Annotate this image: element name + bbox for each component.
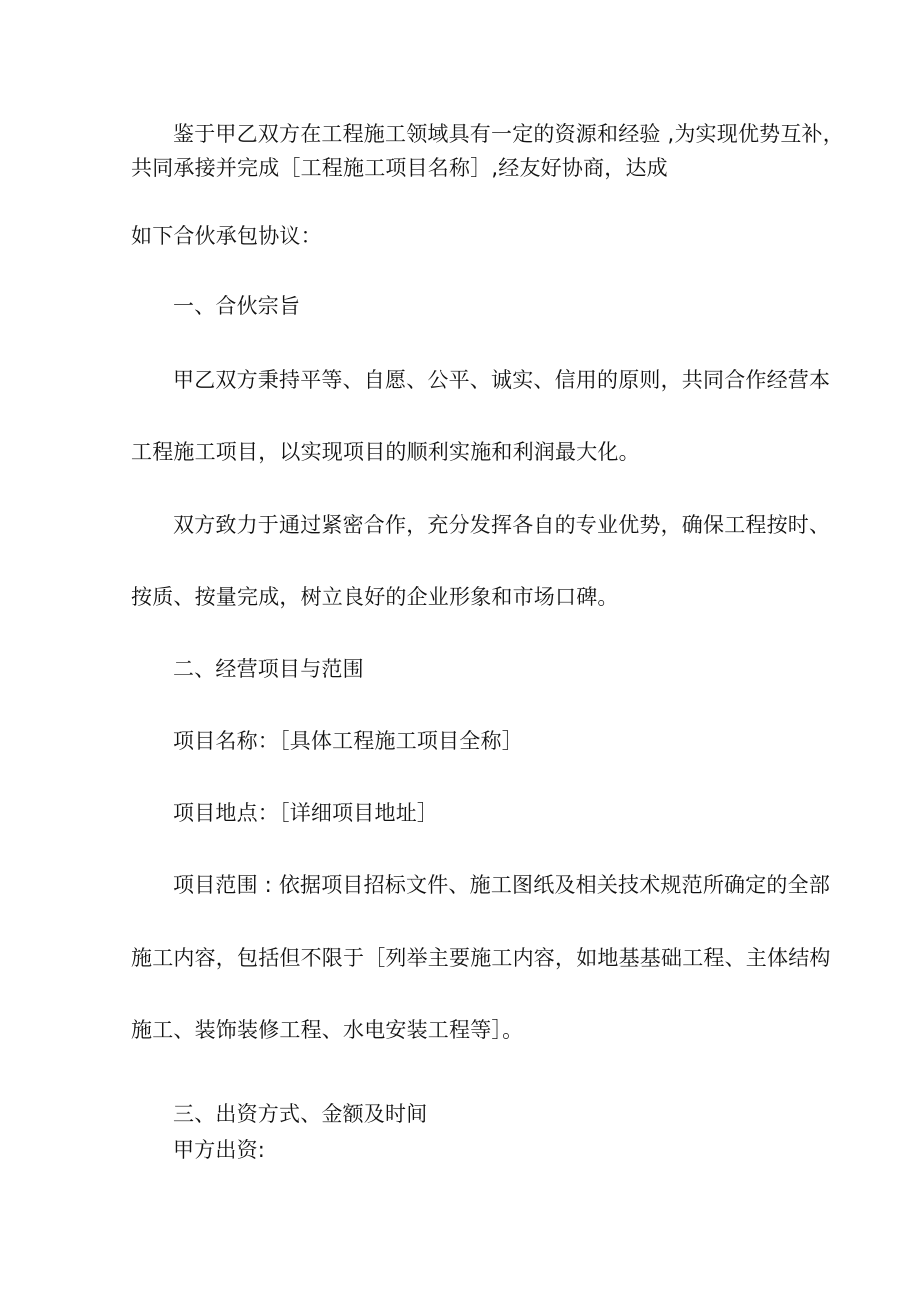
project-scope-line-1: 项目范围 : 依据项目招标文件、施工图纸及相关技术规范所确定的全部 xyxy=(173,873,831,897)
intro-paragraph-line-3: 如下合伙承包协议： xyxy=(131,224,322,248)
party-a-investment-label: 甲方出资: xyxy=(173,1138,266,1162)
intro-paragraph-line-2: 共同承接并完成［工程施工项目名称］,经友好协商，达成 xyxy=(131,156,668,180)
section-heading-investment: 三、出资方式、金额及时间 xyxy=(173,1102,428,1126)
purpose-paragraph-1-line-2: 工程施工项目，以实现项目的顺利实施和利润最大化。 xyxy=(131,440,640,464)
project-scope-line-3: 施工、装饰装修工程、水电安装工程等］。 xyxy=(131,1018,524,1042)
project-scope-line-2: 施工内容，包括但不限于［列举主要施工内容，如地基基础工程、主体结构 xyxy=(131,946,831,970)
intro-paragraph-line-1: 鉴于甲乙双方在工程施工领域具有一定的资源和经验 ,为实现优势互补， xyxy=(173,122,844,146)
purpose-paragraph-2-line-1: 双方致力于通过紧密合作，充分发挥各自的专业优势，确保工程按时、 xyxy=(173,513,831,537)
section-heading-scope: 二、经营项目与范围 xyxy=(173,657,364,681)
purpose-paragraph-1-line-1: 甲乙双方秉持平等、自愿、公平、诚实、信用的原则，共同合作经营本 xyxy=(173,368,831,392)
section-heading-purpose: 一、合伙宗旨 xyxy=(173,294,301,318)
project-location-line: 项目地点：［详细项目地址］ xyxy=(173,801,439,825)
project-name-line: 项目名称：［具体工程施工项目全称］ xyxy=(173,729,523,753)
purpose-paragraph-2-line-2: 按质、按量完成，树立良好的企业形象和市场口碑。 xyxy=(131,585,619,609)
